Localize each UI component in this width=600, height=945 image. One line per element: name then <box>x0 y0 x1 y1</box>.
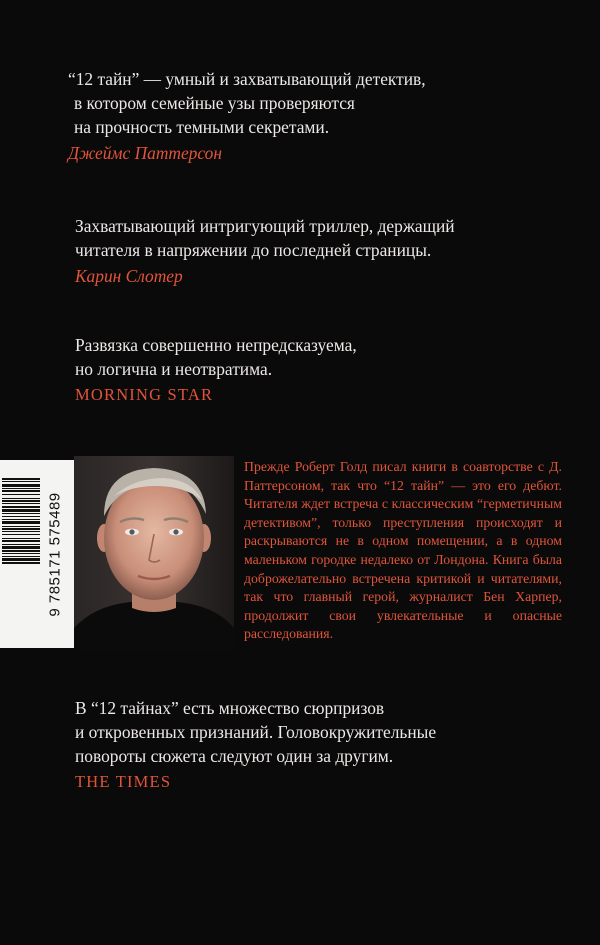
quote-line: Захватывающий интригующий триллер, держащий <box>75 216 455 236</box>
review-quote-3 <box>75 333 357 407</box>
barcode-bars <box>2 478 40 628</box>
quote-author: Джеймс Паттерсон <box>68 143 222 163</box>
author-bio <box>244 458 562 644</box>
quote-source: MORNING STAR <box>75 385 214 404</box>
quote-line: В “12 тайнах” есть множество сюрпризов <box>75 698 385 718</box>
quote-line: на прочность темными секретами. <box>74 117 330 137</box>
quote-line: “12 тайн” — умный и захватывающий детектив, <box>68 69 426 89</box>
review-quote-4 <box>75 696 436 794</box>
barcode-digits-wrap <box>40 470 70 638</box>
quote-line: в котором семейные узы проверяются <box>74 93 355 113</box>
quote-line: но логична и неотвратима. <box>75 359 273 379</box>
quote-source: THE TIMES <box>75 772 172 791</box>
isbn-barcode <box>0 460 74 648</box>
author-photo <box>74 456 234 650</box>
author-bio-text: Прежде Роберт Голд писал книги в соавторстве с Д. Паттерсоном, так что “12 тайн” — это его дебют. Читателя ждет встреча с классическим “герметичным детективом”, только преступления происходят и раскрываются не в одном помещении, а в одном маленьком городке недалеко от Лондона. Книга была доброжелательно встречена критикой и читателями, так что главный герой, журналист Бен Харпер, продолжит свои увлекательные и опасные расследования. <box>244 459 562 642</box>
quote-author: Карин Слотер <box>75 266 183 286</box>
quote-line: Развязка совершенно непредсказуема, <box>75 335 357 355</box>
barcode-digits: 9 785171 575489 <box>46 491 64 617</box>
author-portrait-image <box>74 456 234 650</box>
quote-line: читателя в напряжении до последней страницы. <box>75 240 432 260</box>
review-quote-1 <box>68 67 426 165</box>
review-quote-2 <box>75 214 455 288</box>
quote-line: и откровенных признаний. Головокружительные <box>75 722 437 742</box>
quote-line: повороты сюжета следуют один за другим. <box>75 746 394 766</box>
